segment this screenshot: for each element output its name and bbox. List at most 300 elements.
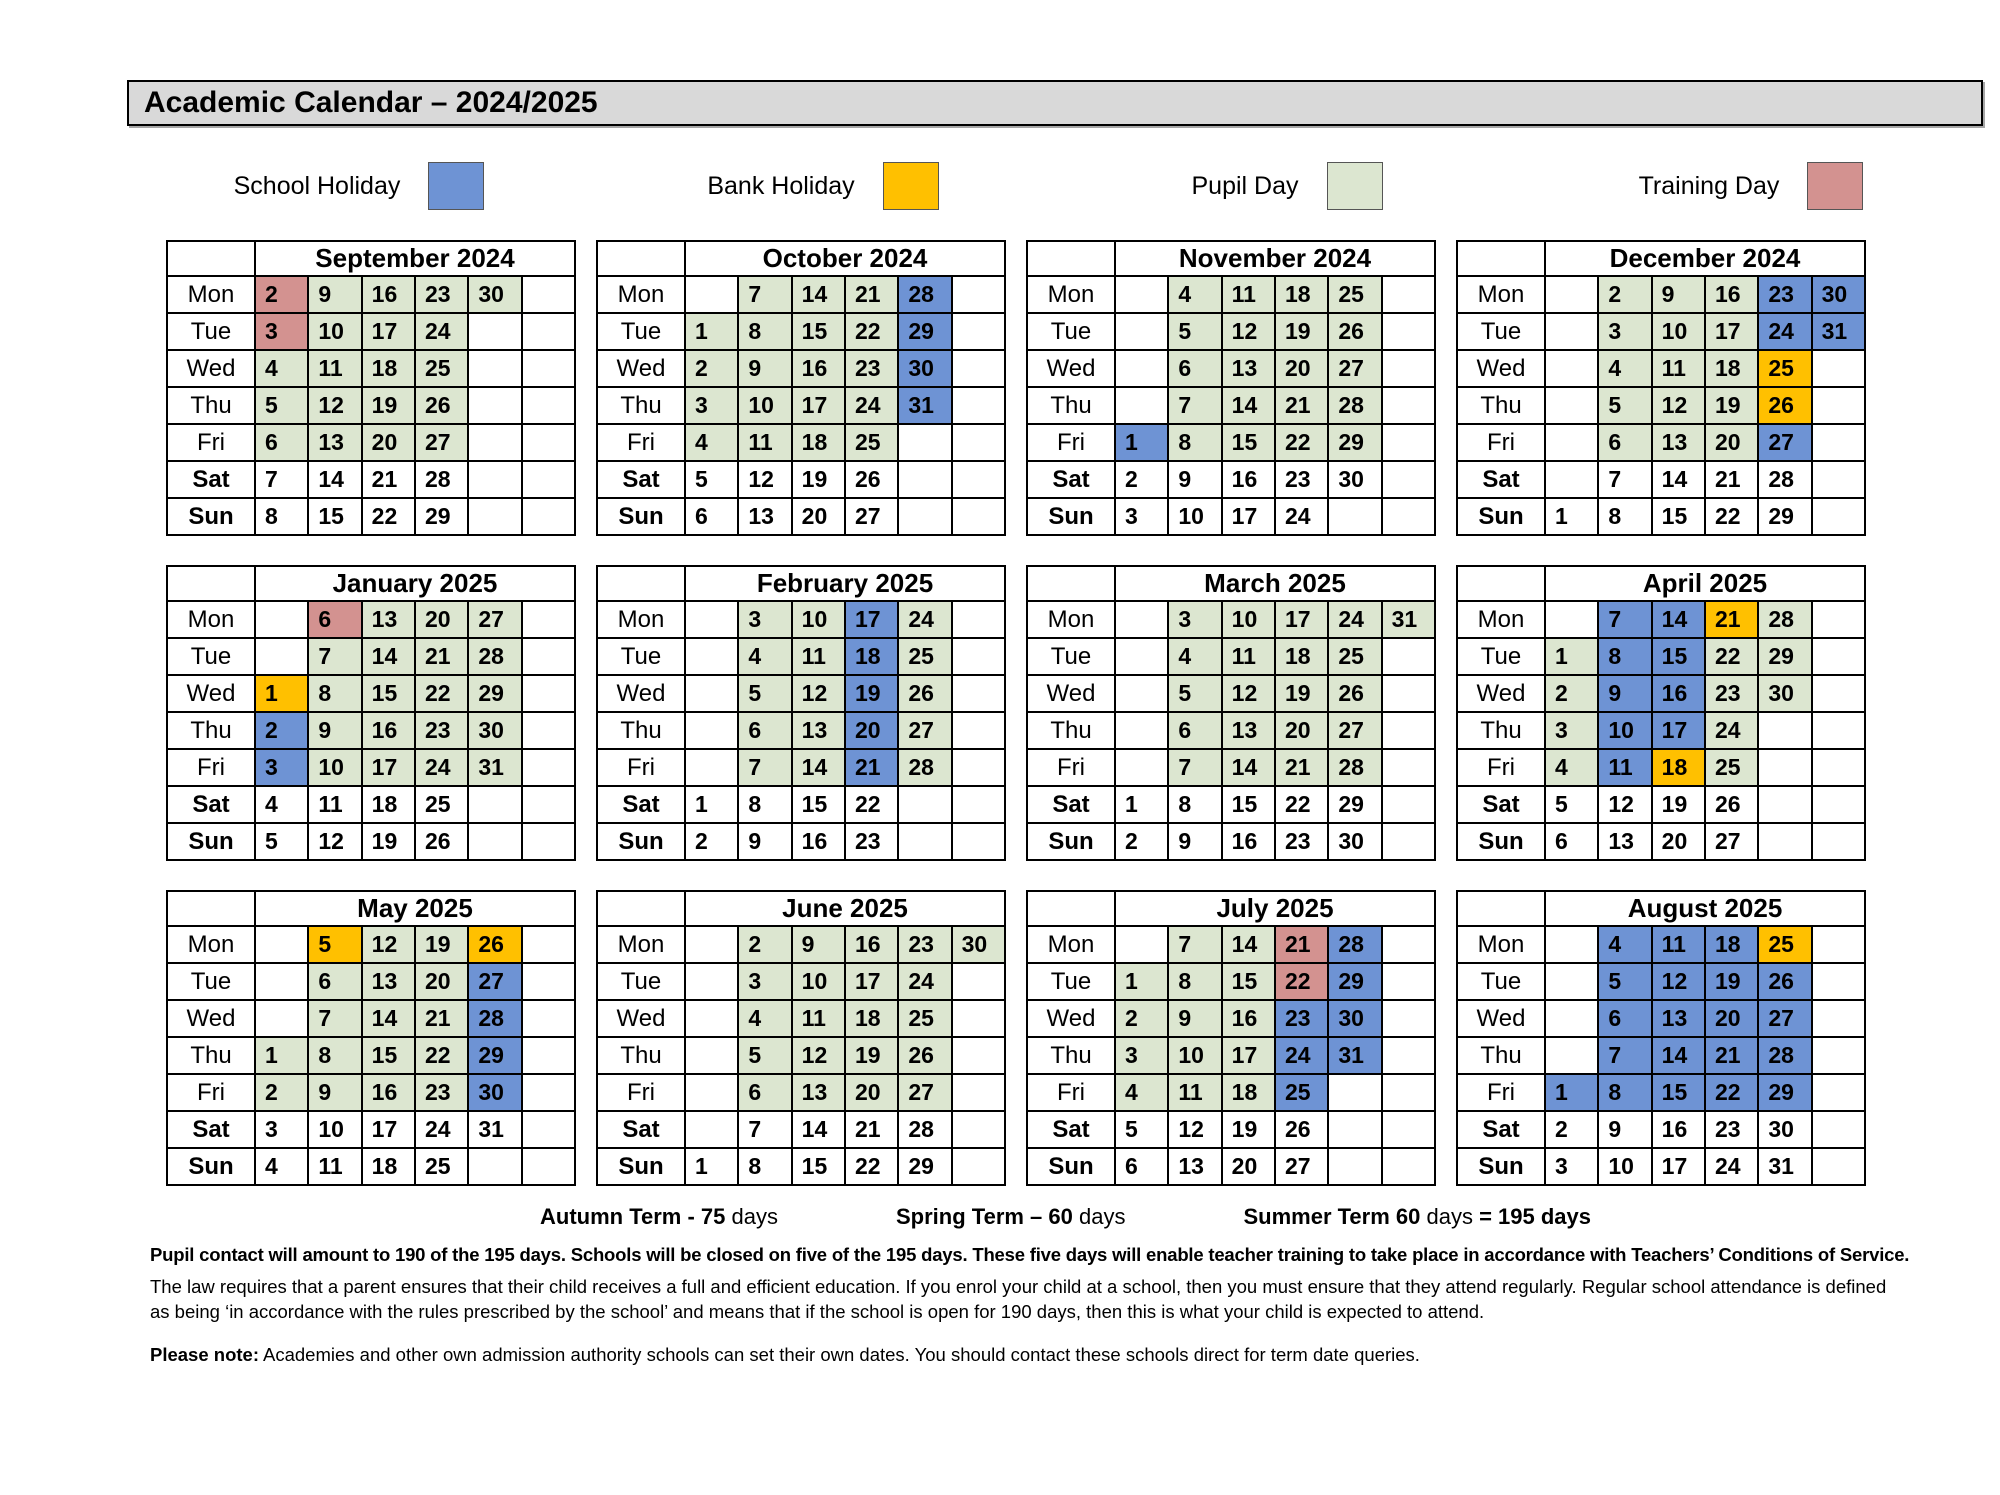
- day-cell: 12: [362, 926, 415, 963]
- empty-cell: [952, 638, 1005, 675]
- day-label: Sun: [1027, 823, 1115, 860]
- day-label: Wed: [597, 675, 685, 712]
- day-cell: 13: [1598, 823, 1651, 860]
- day-cell: 29: [1758, 498, 1811, 535]
- day-label: Fri: [1027, 1074, 1115, 1111]
- day-label: Wed: [167, 350, 255, 387]
- day-cell: 4: [1115, 1074, 1168, 1111]
- day-cell: 19: [1275, 675, 1328, 712]
- day-cell: 6: [1168, 350, 1221, 387]
- day-cell: 25: [415, 1148, 468, 1185]
- day-cell: 5: [255, 387, 308, 424]
- day-label: Mon: [167, 926, 255, 963]
- day-cell: 20: [845, 1074, 898, 1111]
- day-cell: 28: [898, 1111, 951, 1148]
- day-cell: 11: [308, 786, 361, 823]
- day-cell: 28: [1328, 926, 1381, 963]
- day-cell: 5: [1598, 387, 1651, 424]
- day-cell: 22: [1275, 963, 1328, 1000]
- day-cell: 1: [255, 1037, 308, 1074]
- empty-cell: [1545, 461, 1598, 498]
- day-cell: 18: [845, 1000, 898, 1037]
- day-cell: 27: [1705, 823, 1758, 860]
- day-cell: 2: [685, 350, 738, 387]
- day-label: Wed: [167, 675, 255, 712]
- day-label: Wed: [1457, 350, 1545, 387]
- day-label: Tue: [1457, 313, 1545, 350]
- day-cell: 21: [1705, 461, 1758, 498]
- bank-holiday-swatch: [883, 162, 939, 210]
- day-cell: 7: [308, 638, 361, 675]
- empty-cell: [685, 1037, 738, 1074]
- empty-cell: [255, 1000, 308, 1037]
- day-cell: 19: [1705, 387, 1758, 424]
- month-december-2024: [1456, 240, 1866, 536]
- day-cell: 23: [415, 712, 468, 749]
- day-cell: 9: [1598, 675, 1651, 712]
- day-cell: 26: [845, 461, 898, 498]
- month-title: January 2025: [255, 566, 575, 601]
- empty-cell: [522, 712, 575, 749]
- empty-cell: [522, 313, 575, 350]
- day-cell: 11: [792, 1000, 845, 1037]
- day-cell: 16: [362, 712, 415, 749]
- month-title: March 2025: [1115, 566, 1435, 601]
- day-cell: 1: [1545, 498, 1598, 535]
- day-cell: 27: [1328, 350, 1381, 387]
- day-cell: 10: [1652, 313, 1705, 350]
- day-cell: 6: [1115, 1148, 1168, 1185]
- empty-cell: [1115, 313, 1168, 350]
- day-cell: 1: [685, 786, 738, 823]
- month-corner-cell: [1027, 566, 1115, 601]
- empty-cell: [468, 461, 521, 498]
- month-february-2025: [596, 565, 1006, 861]
- day-cell: 17: [362, 1111, 415, 1148]
- day-cell: 10: [1598, 1148, 1651, 1185]
- day-label: Tue: [1027, 638, 1115, 675]
- day-cell: 3: [1598, 313, 1651, 350]
- day-label: Thu: [1027, 712, 1115, 749]
- day-cell: 12: [1652, 963, 1705, 1000]
- day-cell: 26: [1328, 313, 1381, 350]
- day-cell: 26: [1328, 675, 1381, 712]
- day-label: Sat: [1027, 1111, 1115, 1148]
- day-cell: 31: [1328, 1037, 1381, 1074]
- day-cell: 28: [1758, 1037, 1811, 1074]
- day-cell: 2: [255, 276, 308, 313]
- empty-cell: [1382, 963, 1435, 1000]
- month-title: July 2025: [1115, 891, 1435, 926]
- day-cell: 6: [685, 498, 738, 535]
- empty-cell: [468, 424, 521, 461]
- day-cell: 2: [1115, 461, 1168, 498]
- day-cell: 7: [1598, 1037, 1651, 1074]
- day-cell: 23: [1705, 675, 1758, 712]
- month-corner-cell: [1457, 566, 1545, 601]
- day-cell: 23: [845, 823, 898, 860]
- day-cell: 11: [308, 350, 361, 387]
- day-cell: 14: [792, 276, 845, 313]
- day-cell: 16: [1652, 675, 1705, 712]
- empty-cell: [522, 786, 575, 823]
- day-cell: 23: [1275, 823, 1328, 860]
- day-cell: 30: [468, 1074, 521, 1111]
- day-cell: 14: [792, 749, 845, 786]
- day-cell: 13: [1652, 1000, 1705, 1037]
- day-cell: 12: [792, 675, 845, 712]
- day-cell: 10: [738, 387, 791, 424]
- day-cell: 22: [845, 1148, 898, 1185]
- day-cell: 13: [362, 963, 415, 1000]
- day-cell: 5: [1115, 1111, 1168, 1148]
- day-cell: 30: [898, 350, 951, 387]
- empty-cell: [522, 461, 575, 498]
- day-label: Sun: [597, 498, 685, 535]
- legend-label: Bank Holiday: [707, 171, 855, 200]
- month-title: October 2024: [685, 241, 1005, 276]
- day-cell: 9: [792, 926, 845, 963]
- empty-cell: [1812, 387, 1865, 424]
- day-cell: 23: [845, 350, 898, 387]
- empty-cell: [898, 498, 951, 535]
- day-label: Sat: [597, 1111, 685, 1148]
- day-label: Sun: [597, 823, 685, 860]
- day-cell: 10: [308, 1111, 361, 1148]
- day-cell: 16: [362, 276, 415, 313]
- day-cell: 27: [1758, 1000, 1811, 1037]
- day-label: Mon: [597, 601, 685, 638]
- empty-cell: [685, 1111, 738, 1148]
- empty-cell: [952, 313, 1005, 350]
- day-cell: 3: [255, 1111, 308, 1148]
- empty-cell: [952, 1148, 1005, 1185]
- month-corner-cell: [1457, 891, 1545, 926]
- day-label: Mon: [167, 276, 255, 313]
- day-label: Fri: [597, 749, 685, 786]
- day-cell: 24: [845, 387, 898, 424]
- day-cell: 18: [845, 638, 898, 675]
- empty-cell: [468, 823, 521, 860]
- day-cell: 15: [308, 498, 361, 535]
- day-cell: 7: [738, 276, 791, 313]
- day-cell: 14: [308, 461, 361, 498]
- day-cell: 7: [1168, 926, 1221, 963]
- day-cell: 12: [1168, 1111, 1221, 1148]
- day-cell: 23: [898, 926, 951, 963]
- day-cell: 14: [362, 638, 415, 675]
- empty-cell: [1382, 675, 1435, 712]
- day-cell: 21: [845, 276, 898, 313]
- day-cell: 4: [1545, 749, 1598, 786]
- day-cell: 23: [415, 1074, 468, 1111]
- day-cell: 13: [1168, 1148, 1221, 1185]
- day-cell: 19: [845, 675, 898, 712]
- day-cell: 12: [1222, 675, 1275, 712]
- day-label: Tue: [1457, 638, 1545, 675]
- empty-cell: [952, 963, 1005, 1000]
- day-cell: 21: [845, 749, 898, 786]
- notes: [150, 1244, 1950, 1366]
- day-cell: 24: [415, 313, 468, 350]
- empty-cell: [1382, 786, 1435, 823]
- day-label: Thu: [1457, 387, 1545, 424]
- empty-cell: [255, 638, 308, 675]
- day-cell: 31: [1758, 1148, 1811, 1185]
- empty-cell: [1115, 276, 1168, 313]
- day-cell: 6: [1598, 1000, 1651, 1037]
- day-cell: 25: [845, 424, 898, 461]
- day-label: Tue: [1457, 963, 1545, 1000]
- empty-cell: [1382, 276, 1435, 313]
- empty-cell: [685, 963, 738, 1000]
- day-cell: 26: [1758, 963, 1811, 1000]
- month-july-2025: [1026, 890, 1436, 1186]
- month-title: May 2025: [255, 891, 575, 926]
- day-cell: 16: [792, 350, 845, 387]
- day-cell: 12: [308, 823, 361, 860]
- empty-cell: [1115, 675, 1168, 712]
- empty-cell: [1382, 823, 1435, 860]
- day-cell: 15: [1652, 498, 1705, 535]
- day-cell: 13: [308, 424, 361, 461]
- day-cell: 22: [845, 313, 898, 350]
- day-cell: 15: [1222, 786, 1275, 823]
- legend-label: School Holiday: [233, 171, 401, 200]
- day-cell: 28: [468, 1000, 521, 1037]
- day-label: Sat: [597, 461, 685, 498]
- empty-cell: [468, 350, 521, 387]
- day-cell: 17: [792, 387, 845, 424]
- day-cell: 7: [255, 461, 308, 498]
- empty-cell: [468, 313, 521, 350]
- day-cell: 2: [1115, 823, 1168, 860]
- day-cell: 18: [1222, 1074, 1275, 1111]
- legend-item-bank-holiday: [591, 162, 1055, 210]
- empty-cell: [522, 1111, 575, 1148]
- empty-cell: [1812, 601, 1865, 638]
- day-cell: 7: [308, 1000, 361, 1037]
- day-cell: 3: [738, 963, 791, 1000]
- month-title: September 2024: [255, 241, 575, 276]
- day-label: Sat: [597, 786, 685, 823]
- empty-cell: [1545, 963, 1598, 1000]
- day-cell: 12: [792, 1037, 845, 1074]
- day-cell: 27: [898, 1074, 951, 1111]
- please-note-line: [150, 1344, 1950, 1366]
- day-cell: 9: [1652, 276, 1705, 313]
- empty-cell: [1382, 313, 1435, 350]
- empty-cell: [685, 712, 738, 749]
- empty-cell: [1758, 749, 1811, 786]
- day-cell: 17: [845, 963, 898, 1000]
- month-june-2025: [596, 890, 1006, 1186]
- empty-cell: [1545, 601, 1598, 638]
- empty-cell: [522, 675, 575, 712]
- empty-cell: [1382, 1148, 1435, 1185]
- day-cell: 11: [1652, 350, 1705, 387]
- day-cell: 3: [1115, 1037, 1168, 1074]
- day-label: Tue: [1027, 963, 1115, 1000]
- day-cell: 27: [468, 601, 521, 638]
- day-cell: 29: [898, 1148, 951, 1185]
- day-cell: 11: [1168, 1074, 1221, 1111]
- day-label: Wed: [1027, 1000, 1115, 1037]
- day-label: Tue: [1027, 313, 1115, 350]
- day-label: Mon: [597, 276, 685, 313]
- empty-cell: [1328, 1074, 1381, 1111]
- day-cell: 9: [308, 1074, 361, 1111]
- day-cell: 13: [1652, 424, 1705, 461]
- day-cell: 8: [1598, 638, 1651, 675]
- day-label: Fri: [1027, 424, 1115, 461]
- day-cell: 18: [362, 786, 415, 823]
- day-cell: 28: [1758, 461, 1811, 498]
- empty-cell: [685, 675, 738, 712]
- day-cell: 29: [1758, 1074, 1811, 1111]
- day-cell: 30: [1758, 675, 1811, 712]
- day-label: Sat: [167, 1111, 255, 1148]
- day-label: Tue: [167, 313, 255, 350]
- day-label: Mon: [597, 926, 685, 963]
- day-cell: 31: [468, 749, 521, 786]
- academic-calendar-page: [0, 80, 2000, 1495]
- day-cell: 9: [738, 823, 791, 860]
- day-cell: 17: [1222, 498, 1275, 535]
- day-cell: 8: [738, 1148, 791, 1185]
- day-cell: 3: [255, 313, 308, 350]
- day-cell: 22: [845, 786, 898, 823]
- day-cell: 27: [1758, 424, 1811, 461]
- day-cell: 22: [362, 498, 415, 535]
- day-cell: 11: [1222, 276, 1275, 313]
- day-cell: 30: [468, 276, 521, 313]
- day-cell: 27: [898, 712, 951, 749]
- day-cell: 16: [1222, 823, 1275, 860]
- school-holiday-swatch: [428, 162, 484, 210]
- day-cell: 15: [1222, 963, 1275, 1000]
- day-cell: 8: [1598, 1074, 1651, 1111]
- empty-cell: [685, 1000, 738, 1037]
- day-cell: 14: [1652, 461, 1705, 498]
- empty-cell: [1812, 1000, 1865, 1037]
- day-label: Sun: [1027, 1148, 1115, 1185]
- day-cell: 5: [1598, 963, 1651, 1000]
- day-cell: 1: [685, 1148, 738, 1185]
- empty-cell: [1812, 1037, 1865, 1074]
- empty-cell: [685, 1074, 738, 1111]
- empty-cell: [952, 1000, 1005, 1037]
- empty-cell: [255, 926, 308, 963]
- empty-cell: [1545, 1037, 1598, 1074]
- day-cell: 7: [738, 1111, 791, 1148]
- empty-cell: [1812, 1074, 1865, 1111]
- day-cell: 1: [685, 313, 738, 350]
- legend-label: Pupil Day: [1191, 171, 1299, 200]
- day-cell: 13: [1222, 712, 1275, 749]
- day-cell: 11: [1222, 638, 1275, 675]
- term-summary-segment: days: [1078, 1204, 1126, 1229]
- day-cell: 4: [1168, 276, 1221, 313]
- day-cell: 11: [308, 1148, 361, 1185]
- empty-cell: [1382, 350, 1435, 387]
- empty-cell: [952, 675, 1005, 712]
- day-cell: 24: [1705, 712, 1758, 749]
- day-cell: 17: [1222, 1037, 1275, 1074]
- day-cell: 24: [898, 601, 951, 638]
- day-cell: 3: [1545, 1148, 1598, 1185]
- day-cell: 12: [308, 387, 361, 424]
- day-label: Wed: [1457, 1000, 1545, 1037]
- day-cell: 16: [845, 926, 898, 963]
- empty-cell: [952, 601, 1005, 638]
- day-cell: 28: [468, 638, 521, 675]
- empty-cell: [522, 350, 575, 387]
- day-cell: 26: [415, 387, 468, 424]
- day-label: Mon: [1027, 601, 1115, 638]
- empty-cell: [1812, 786, 1865, 823]
- empty-cell: [1545, 276, 1598, 313]
- day-cell: 22: [1705, 498, 1758, 535]
- day-cell: 21: [1275, 749, 1328, 786]
- day-label: Thu: [1027, 387, 1115, 424]
- day-cell: 11: [738, 424, 791, 461]
- day-cell: 6: [1598, 424, 1651, 461]
- day-label: Thu: [1457, 712, 1545, 749]
- day-cell: 3: [255, 749, 308, 786]
- day-cell: 18: [1275, 276, 1328, 313]
- empty-cell: [1758, 786, 1811, 823]
- day-cell: 13: [738, 498, 791, 535]
- empty-cell: [1115, 387, 1168, 424]
- day-cell: 24: [1758, 313, 1811, 350]
- empty-cell: [1328, 1111, 1381, 1148]
- empty-cell: [1812, 350, 1865, 387]
- day-cell: 13: [1222, 350, 1275, 387]
- empty-cell: [898, 461, 951, 498]
- day-cell: 25: [898, 1000, 951, 1037]
- day-cell: 28: [415, 461, 468, 498]
- day-cell: 19: [415, 926, 468, 963]
- day-cell: 15: [792, 313, 845, 350]
- day-cell: 31: [468, 1111, 521, 1148]
- day-label: Fri: [167, 749, 255, 786]
- day-cell: 9: [738, 350, 791, 387]
- day-cell: 29: [468, 675, 521, 712]
- day-label: Tue: [597, 638, 685, 675]
- day-cell: 22: [1705, 1074, 1758, 1111]
- day-cell: 17: [362, 313, 415, 350]
- day-label: Tue: [597, 963, 685, 1000]
- day-cell: 25: [415, 786, 468, 823]
- day-cell: 4: [738, 638, 791, 675]
- day-cell: 15: [792, 786, 845, 823]
- day-cell: 26: [1758, 387, 1811, 424]
- day-cell: 18: [1275, 638, 1328, 675]
- day-cell: 29: [898, 313, 951, 350]
- day-cell: 6: [738, 712, 791, 749]
- empty-cell: [1328, 498, 1381, 535]
- day-cell: 29: [1328, 424, 1381, 461]
- term-summary-segment: days: [1426, 1204, 1480, 1229]
- empty-cell: [1382, 1074, 1435, 1111]
- day-cell: 27: [1275, 1148, 1328, 1185]
- empty-cell: [952, 461, 1005, 498]
- day-label: Sat: [1027, 786, 1115, 823]
- day-cell: 8: [308, 1037, 361, 1074]
- empty-cell: [1545, 350, 1598, 387]
- term-summary-segment: days: [731, 1204, 778, 1229]
